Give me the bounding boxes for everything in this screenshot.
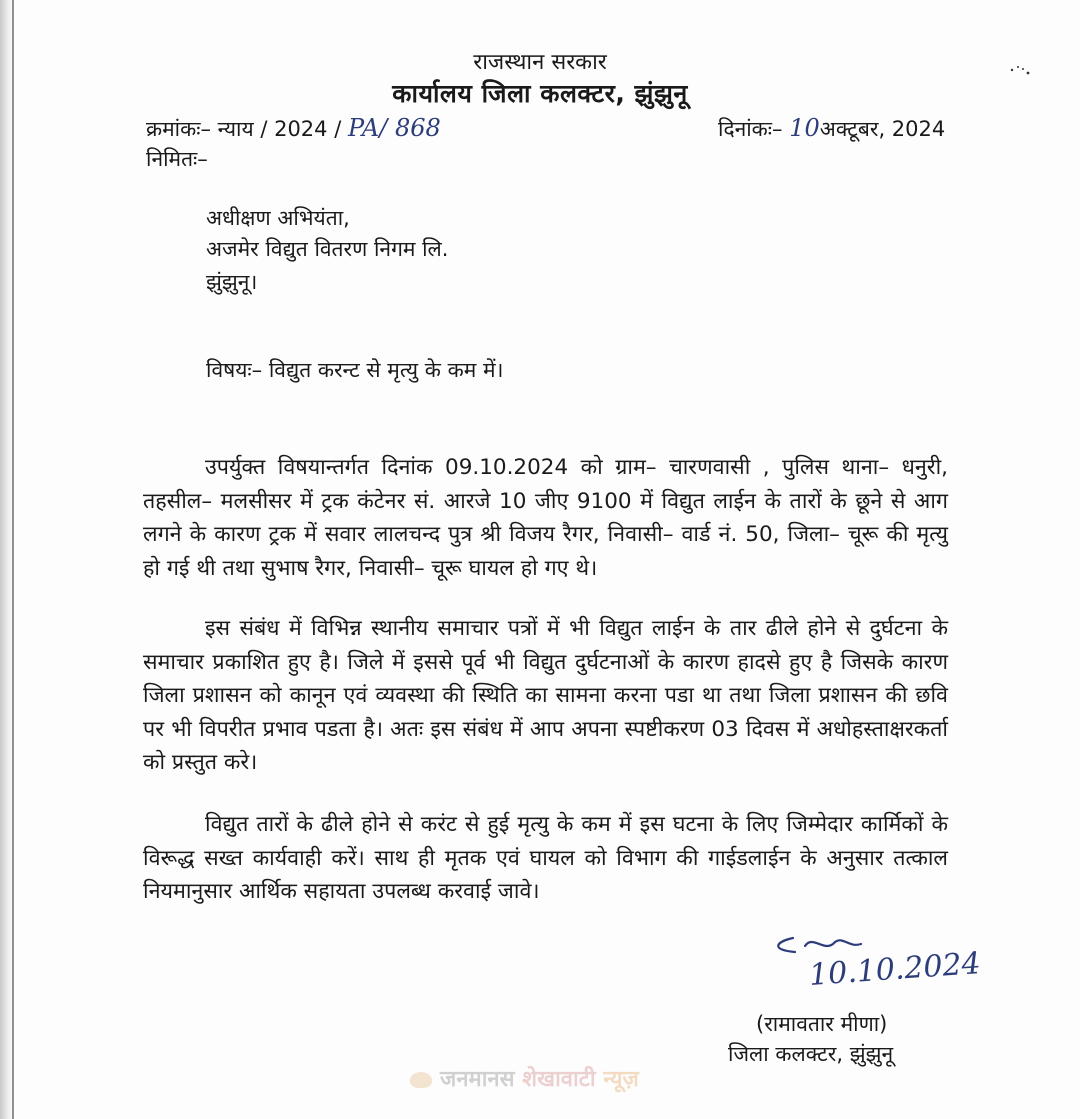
paragraph-3-text: विद्युत तारों के ढीले होने से करंट से हुई मृत्यु के कम में इस घटना के लिए जिम्मेदार कार्मिकों के विरूद्ध सख्त कार्यवाही करें। साथ ही मृतक एवं घायल को विभाग की गाईडलाईन के अनुसार तत्काल नियमानुसार आर्थिक सहायता उपलब्ध करवाई जावे। (143, 812, 948, 904)
purpose-label: निमितः– (146, 147, 208, 171)
addressee-line-2: अजमेर विद्युत वितरण निगम लि. (206, 237, 449, 261)
page-edge-line (12, 0, 14, 1119)
office-header: कार्यालय जिला कलक्टर, झुंझुनू (392, 79, 688, 108)
watermark-word-2: शेखावाटी (522, 1067, 596, 1092)
handwritten-signature (765, 928, 1035, 998)
paragraph-1-text: उपर्युक्त विषयान्तर्गत दिनांक 09.10.2024 को ग्राम– चारणवासी , पुलिस थाना– धनुरी, तहसील– मलसीसर में ट्रक कंटेनर सं. आरजे 10 जीए 9100 में विद्युत लाईन के तारों के छूने से आग लगने के कारण ट्रक में सवार लालचन्द पुत्र श्री विजय रैगर, निवासी– वार्ड नं. 50, जिला– चूरू की मृत्यु हो गई थी तथा सुभाष रैगर, निवासी– चूरू घायल हो गए थे। (143, 455, 948, 581)
paragraph-2-text: इस संबंध में विभिन्न स्थानीय समाचार पत्रों में भी विद्युत लाईन के तार ढीले होने से दुर्घटना के समाचार प्रकाशित हुए है। जिले में इससे पूर्व भी विद्युत दुर्घटनाओं के कारण हादसे हुए है जिसके कारण जिला प्रशासन को कानून एवं व्यवस्था की स्थिति का सामना करना पडा था तथा जिला प्रशासन की छवि पर भी विपरीत प्रभाव पडता है। अतः इस संबंध में आप अपना स्पष्टीकरण 03 दिवस में अधोहस्ताक्षरकर्ता को प्रस्तुत करे। (143, 616, 948, 775)
handwritten-signature-date: 10.10.2024 (807, 946, 982, 993)
reference-number (146, 114, 441, 143)
addressee-line-1: अधीक्षण अभियंता, (206, 206, 350, 230)
body-paragraph-3 (143, 808, 948, 909)
subject-line: विषयः– विद्युत करन्ट से मृत्यु के कम में। (206, 358, 504, 382)
date-rest: अक्टूबर, 2024 (819, 117, 946, 141)
letter-date (718, 114, 945, 143)
signatory-designation: जिला कलक्टर, झुंझुनू (728, 1042, 894, 1066)
handwritten-date-day: 10 (789, 114, 820, 142)
addressee-line-3: झुंझुनू। (206, 270, 258, 294)
body-paragraph-1 (143, 451, 948, 585)
watermark-word-1: जनमानस (440, 1067, 515, 1092)
watermark-word-3: न्यूज़ (603, 1067, 639, 1092)
news-watermark (410, 1063, 639, 1093)
signatory-name: (रामावतार मीणा) (756, 1012, 888, 1036)
body-paragraph-2 (143, 612, 948, 780)
handwritten-reference: PA/ 868 (347, 114, 441, 142)
watermark-logo-icon (410, 1072, 432, 1088)
date-label: दिनांकः– (718, 117, 783, 141)
reference-label: क्रमांकः– न्याय / 2024 / (146, 117, 342, 141)
government-header: राजस्थान सरकार (473, 50, 607, 75)
